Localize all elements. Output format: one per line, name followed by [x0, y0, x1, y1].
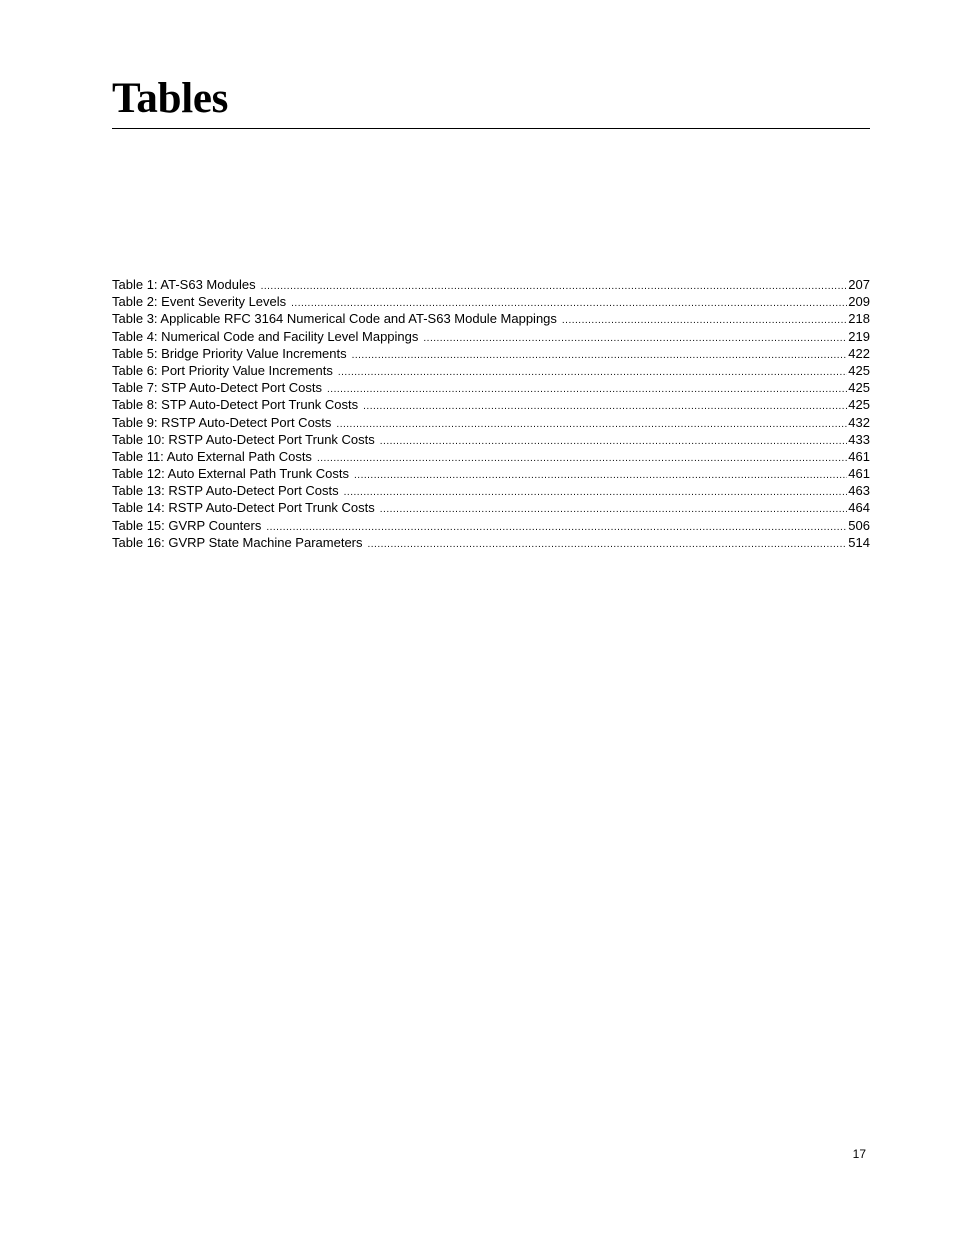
- toc-entry[interactable]: [112, 379, 870, 396]
- toc-entry-page: 461: [848, 466, 870, 482]
- toc-entry-label: Table 12: Auto External Path Trunk Costs: [112, 466, 350, 482]
- toc-entry-page: 464: [848, 500, 870, 516]
- toc-entry-label: Table 11: Auto External Path Costs: [112, 448, 312, 464]
- toc-entry[interactable]: [112, 276, 870, 293]
- toc-entry-page: 218: [848, 311, 870, 327]
- toc-entry-label: Table 14: RSTP Auto-Detect Port Trunk Costs: [112, 500, 375, 516]
- toc-entry[interactable]: [112, 362, 870, 379]
- toc-entry-page: 463: [848, 483, 870, 499]
- toc-entry-page: 425: [848, 380, 870, 396]
- toc-dot-leader: [354, 467, 847, 484]
- toc-dot-leader: [562, 312, 847, 329]
- toc-dot-leader: [261, 278, 848, 295]
- toc-entry[interactable]: [112, 499, 870, 516]
- toc-dot-leader: [338, 364, 847, 381]
- page-title: Tables: [112, 75, 229, 122]
- toc-dot-leader: [327, 381, 847, 398]
- toc-dot-leader: [380, 433, 848, 450]
- toc-entry[interactable]: [112, 328, 870, 345]
- toc-entry[interactable]: [112, 465, 870, 482]
- toc-entry-label: Table 3: Applicable RFC 3164 Numerical Code and AT-S63 Module Mappings: [112, 311, 557, 327]
- toc-dot-leader: [344, 484, 848, 501]
- toc-entry-page: 425: [848, 362, 870, 378]
- toc-dot-leader: [423, 330, 847, 347]
- toc-entry-page: 209: [848, 294, 870, 310]
- title-rule: [112, 128, 870, 129]
- toc-entry[interactable]: [112, 396, 870, 413]
- toc-dot-leader: [363, 398, 847, 415]
- toc-entry-label: Table 2: Event Severity Levels: [112, 294, 287, 310]
- toc-entry[interactable]: [112, 482, 870, 499]
- toc-dot-leader: [352, 347, 848, 364]
- toc-entry-label: Table 8: STP Auto-Detect Port Trunk Costs: [112, 397, 359, 413]
- toc-entry-label: Table 10: RSTP Auto-Detect Port Trunk Costs: [112, 431, 375, 447]
- toc-dot-leader: [368, 536, 848, 553]
- toc-entry-label: Table 9: RSTP Auto-Detect Port Costs: [112, 414, 332, 430]
- toc-entry-label: Table 15: GVRP Counters: [112, 517, 262, 533]
- toc-entry[interactable]: [112, 448, 870, 465]
- toc-entry-page: 461: [848, 448, 870, 464]
- toc-entry[interactable]: [112, 293, 870, 310]
- toc-entry-label: Table 16: GVRP State Machine Parameters: [112, 534, 363, 550]
- page-number: 17: [852, 1147, 866, 1161]
- table-of-contents: [112, 276, 870, 551]
- toc-entry-page: 425: [848, 397, 870, 413]
- toc-entry[interactable]: [112, 345, 870, 362]
- toc-entry-page: 433: [848, 431, 870, 447]
- toc-dot-leader: [380, 501, 848, 518]
- toc-dot-leader: [317, 450, 847, 467]
- toc-entry[interactable]: [112, 517, 870, 534]
- toc-entry[interactable]: [112, 310, 870, 327]
- toc-entry-label: Table 13: RSTP Auto-Detect Port Costs: [112, 483, 339, 499]
- toc-entry-page: 514: [848, 534, 870, 550]
- toc-dot-leader: [336, 416, 847, 433]
- toc-entry-page: 506: [848, 517, 870, 533]
- toc-entry-page: 219: [848, 328, 870, 344]
- toc-entry-label: Table 6: Port Priority Value Increments: [112, 362, 333, 378]
- toc-entry-page: 422: [848, 345, 870, 361]
- toc-entry[interactable]: [112, 431, 870, 448]
- toc-entry[interactable]: [112, 534, 870, 551]
- toc-entry-label: Table 5: Bridge Priority Value Increments: [112, 345, 347, 361]
- toc-entry-label: Table 7: STP Auto-Detect Port Costs: [112, 380, 323, 396]
- toc-entry-label: Table 4: Numerical Code and Facility Level Mappings: [112, 328, 419, 344]
- toc-entry-label: Table 1: AT-S63 Modules: [112, 277, 256, 292]
- toc-entry[interactable]: [112, 414, 870, 431]
- toc-entry-page: 432: [848, 414, 870, 430]
- toc-entry-page: 207: [848, 277, 870, 292]
